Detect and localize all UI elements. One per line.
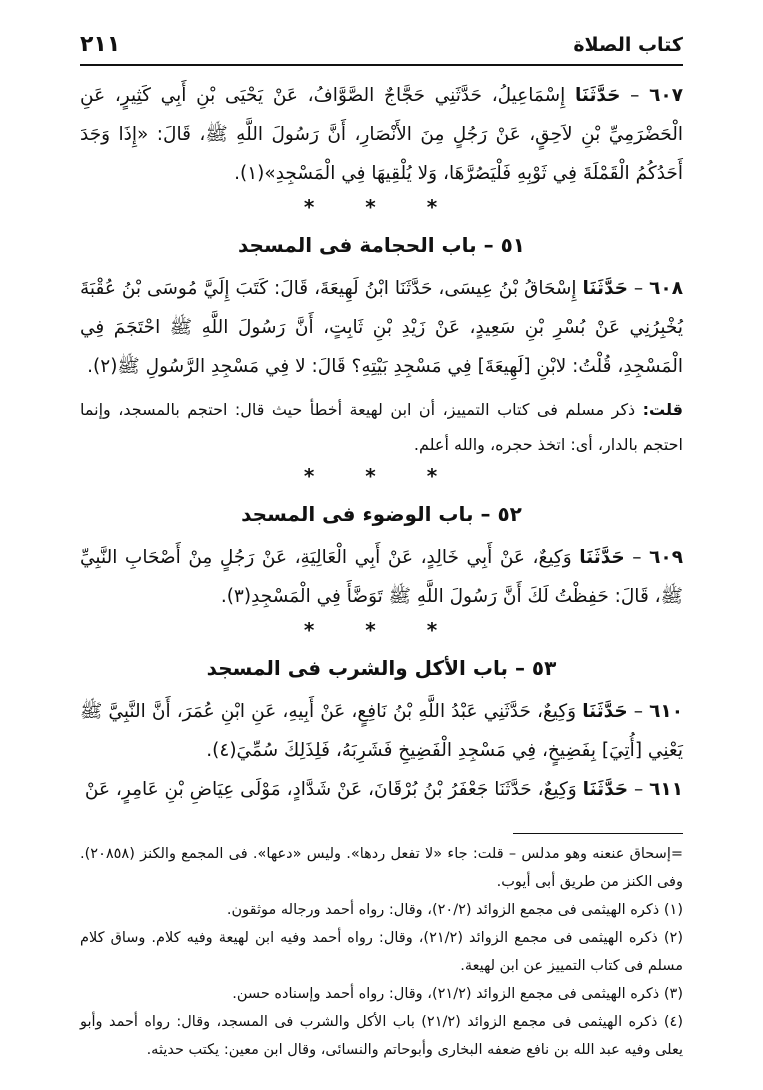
section-divider: * * * xyxy=(303,618,460,642)
hadith-text: وَكِيعٌ، عَنْ أَبِي خَالِدٍ، عَنْ أَبِي الْعَالِيَةِ، عَنْ رَجُلٍ مِنْ أَصْحَابِ النَّبِيِّ ﷺ، قَالَ: حَفِظْتُ لَكَ أَنَّ رَسُولَ اللَّهِ ﷺ تَوَضَّأَ فِي الْمَسْجِدِ(٣). xyxy=(80,547,683,607)
page-number: ٢١١ xyxy=(80,32,121,57)
hadith-609: ٦٠٩ – حَدَّثَنَا وَكِيعٌ، عَنْ أَبِي خَالِدٍ، عَنْ أَبِي الْعَالِيَةِ، عَنْ رَجُلٍ مِنْ أَصْحَابِ النَّبِيِّ ﷺ، قَالَ: حَفِظْتُ لَكَ أَنَّ رَسُولَ اللَّهِ ﷺ تَوَضَّأَ فِي الْمَسْجِدِ(٣). xyxy=(80,547,683,607)
note-text: ذكر مسلم فى كتاب التمييز، أن ابن لهيعة أخطأ حيث قال: احتجم بالمسجد، وإنما احتجم بالدار، أى: اتخذ حجره، والله أعلم. xyxy=(80,400,683,454)
note-label: قلت: xyxy=(642,400,683,419)
section-divider: * * * xyxy=(303,195,460,219)
hadith-608: ٦٠٨ – حَدَّثَنَا إِسْحَاقُ بْنُ عِيسَى، حَدَّثَنَا ابْنُ لَهِيعَةَ، قَالَ: كَتَبَ إِلَيَّ مُوسَى بْنُ عُقْبَةَ يُخْبِرُنِي عَنْ بُسْرِ بْنِ سَعِيدٍ، عَنْ زَيْدِ بْنِ ثَابِتٍ، أَنَّ رَسُولَ اللَّهِ ﷺ احْتَجَمَ فِي الْمَسْجِدِ، قُلْتُ: لابْنِ [لَهِيعَةَ] فِي مَسْجِدِ بَيْتِهِ؟ قَالَ: لا فِي مَسْجِدِ الرَّسُولِ ﷺ(٢). xyxy=(80,278,683,377)
narrator-formula: حَدَّثَنَا xyxy=(582,278,628,299)
hadith-number: ٦١١ xyxy=(649,779,683,800)
chapter-heading-53: ٥٣ – باب الأكل والشرب فى المسجد xyxy=(206,656,557,680)
hadith-text: وَكِيعٌ، حَدَّثَنِي عَبْدُ اللَّهِ بْنُ نَافِعٍ، عَنْ أَبِيهِ، عَنِ ابْنِ عُمَرَ، أَنَّ النَّبِيَّ ﷺ يَعْنِي [أُتِيَ] بِفَضِيخٍ، فِي مَسْجِدِ الْفَضِيخِ فَشَرِبَهُ، فَلِذَلِكَ سُمِّيَ(٤). xyxy=(80,701,683,761)
hadith-text: وَكِيعٌ، حَدَّثَنَا جَعْفَرُ بْنُ بُرْقَانَ، عَنْ شَدَّادٍ، مَوْلَى عِيَاضِ بْنِ عَامِرٍ، عَنْ xyxy=(84,779,577,800)
book-title: كتاب الصلاة xyxy=(573,34,683,56)
hadith-number: ٦٠٧ xyxy=(649,85,683,106)
narrator-formula: حَدَّثَنَا xyxy=(579,547,625,568)
footnote-2: (٢) ذكره الهيثمى فى مجمع الزوائد (٢١/٢)، وقال: رواه أحمد وفيه ابن لهيعة وفيه كلام. وساق كلام مسلم فى كتاب التمييز عن ابن لهيعة. xyxy=(80,930,683,974)
narrator-formula: حَدَّثَنَا xyxy=(582,701,628,722)
page-header xyxy=(80,34,683,66)
hadith-number: ٦٠٩ xyxy=(649,547,683,568)
hadith-611: ٦١١ – حَدَّثَنَا وَكِيعٌ، حَدَّثَنَا جَعْفَرُ بْنُ بُرْقَانَ، عَنْ شَدَّادٍ، مَوْلَى عِيَاضِ بْنِ عَامِرٍ، عَنْ xyxy=(84,779,683,800)
footnote-continuation: =إسحاق عنعنه وهو مدلس – قلت: جاء «لا تفعل ردها». وليس «دعها». فى المجمع والكنز (٢٠٨٥٨). وفى الكنز من طريق أبى أيوب. xyxy=(80,846,683,890)
hadith-610: ٦١٠ – حَدَّثَنَا وَكِيعٌ، حَدَّثَنِي عَبْدُ اللَّهِ بْنُ نَافِعٍ، عَنْ أَبِيهِ، عَنِ ابْنِ عُمَرَ، أَنَّ النَّبِيَّ ﷺ يَعْنِي [أُتِيَ] بِفَضِيخٍ، فِي مَسْجِدِ الْفَضِيخِ فَشَرِبَهُ، فَلِذَلِكَ سُمِّيَ(٤). xyxy=(80,701,683,761)
narrator-formula: حَدَّثَنَا xyxy=(582,779,629,800)
footnote-3: (٣) ذكره الهيثمى فى مجمع الزوائد (٢١/٢)، وقال: رواه أحمد وإسناده حسن. xyxy=(232,986,683,1002)
footnote-separator xyxy=(513,833,683,834)
narrator-formula: حَدَّثَنَا xyxy=(574,85,621,106)
hadith-number: ٦١٠ xyxy=(649,701,683,722)
chapter-heading-52: ٥٢ – باب الوضوء فى المسجد xyxy=(241,502,522,526)
hadith-text: إِسْمَاعِيلُ، حَدَّثَنِي حَجَّاجٌ الصَّوَّافُ، عَنْ يَحْيَى بْنِ أَبِي كَثِيرٍ، عَنِ الْحَضْرَمِيِّ بْنِ لاَحِقٍ، عَنْ رَجُلٍ مِنَ الأَنْصَارِ، أَنَّ رَسُولَ اللَّهِ ﷺ، قَالَ: «إِذَا وَجَدَ أَحَدُكُمُ الْقَمْلَةَ فِي ثَوْبِهِ فَلْيَصُرَّهَا، وَلا يُلْقِيهَا فِي الْمَسْجِدِ»(١). xyxy=(80,85,683,184)
footnotes xyxy=(80,840,683,1064)
hadith-text: إِسْحَاقُ بْنُ عِيسَى، حَدَّثَنَا ابْنُ لَهِيعَةَ، قَالَ: كَتَبَ إِلَيَّ مُوسَى بْنُ عُقْبَةَ يُخْبِرُنِي عَنْ بُسْرِ بْنِ سَعِيدٍ، عَنْ زَيْدِ بْنِ ثَابِتٍ، أَنَّ رَسُولَ اللَّهِ ﷺ احْتَجَمَ فِي الْمَسْجِدِ، قُلْتُ: لابْنِ [لَهِيعَةَ] فِي مَسْجِدِ بَيْتِهِ؟ قَالَ: لا فِي مَسْجِدِ الرَّسُولِ ﷺ(٢). xyxy=(80,278,683,377)
hadith-607: ٦٠٧ – حَدَّثَنَا إِسْمَاعِيلُ، حَدَّثَنِي حَجَّاجٌ الصَّوَّافُ، عَنْ يَحْيَى بْنِ أَبِي كَثِيرٍ، عَنِ الْحَضْرَمِيِّ بْنِ لاَحِقٍ، عَنْ رَجُلٍ مِنَ الأَنْصَارِ، أَنَّ رَسُولَ اللَّهِ ﷺ، قَالَ: «إِذَا وَجَدَ أَحَدُكُمُ الْقَمْلَةَ فِي ثَوْبِهِ فَلْيَصُرَّهَا، وَلا يُلْقِيهَا فِي الْمَسْجِدِ»(١). xyxy=(80,85,683,184)
section-divider: * * * xyxy=(303,464,460,488)
hadith-number: ٦٠٨ xyxy=(649,278,683,299)
footnote-4: (٤) ذكره الهيثمى فى مجمع الزوائد (٢١/٢) باب الأكل والشرب فى المسجد، وقال: رواه أحمد وأبو يعلى وفيه عبد الله بن نافع ضعفه البخارى وأبوحاتم والنسائى، وقال ابن معين: يكتب حديثه. xyxy=(80,1014,683,1058)
footnote-1: (١) ذكره الهيثمى فى مجمع الزوائد (٢٠/٢)، وقال: رواه أحمد ورجاله موثقون. xyxy=(226,902,683,918)
chapter-heading-51: ٥١ – باب الحجامة فى المسجد xyxy=(238,233,525,257)
editor-note xyxy=(80,392,683,462)
